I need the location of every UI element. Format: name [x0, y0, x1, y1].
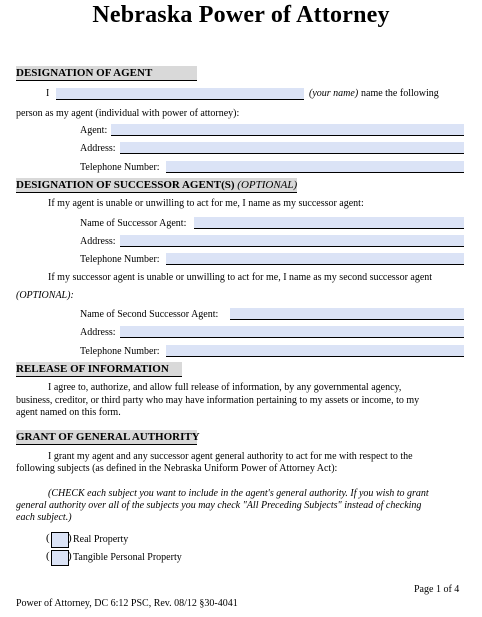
principal-name-field[interactable]: [56, 88, 304, 100]
successor-address-label: Address:: [80, 236, 116, 247]
release-line-3: agent named on this form.: [16, 407, 121, 418]
form-identifier: Power of Attorney, DC 6:12 PSC, Rev. 08/12 §30-4041: [16, 598, 238, 609]
agent-address-label: Address:: [80, 143, 116, 154]
name-following-text: name the following: [361, 88, 439, 99]
successor-intro-text: If my agent is unable or unwilling to act for me, I name as my successor agent:: [48, 198, 364, 209]
second-successor-phone-label: Telephone Number:: [80, 346, 160, 357]
successor-name-label: Name of Successor Agent:: [80, 218, 187, 229]
grant-line-1: I grant my agent and any successor agent general authority to act for me with respect to the: [48, 451, 413, 462]
successor-address-field[interactable]: [120, 235, 464, 247]
optional-label: (OPTIONAL):: [16, 290, 74, 301]
close-paren-real-property: ): [68, 532, 72, 544]
agent-address-field[interactable]: [120, 142, 464, 154]
checkbox-tangible-personal-property[interactable]: [51, 550, 69, 566]
successor-header-text: DESIGNATION OF SUCCESSOR AGENT(S): [16, 179, 235, 191]
grant-instruction-line-2: general authority over all of the subjects you may check "All Preceding Subjects" instead of checking: [16, 500, 422, 511]
second-successor-phone-field[interactable]: [166, 345, 464, 357]
second-successor-address-field[interactable]: [120, 326, 464, 338]
successor-name-field[interactable]: [194, 217, 464, 229]
agent-phone-label: Telephone Number:: [80, 162, 160, 173]
your-name-label: (your name): [309, 88, 359, 99]
release-line-2: business, creditor, or third party who may have information pertaining to my assets or income, to my: [16, 395, 420, 406]
option-real-property-label: Real Property: [73, 534, 129, 545]
page-number: Page 1 of 4: [414, 584, 460, 595]
successor-phone-label: Telephone Number:: [80, 254, 160, 265]
successor-header-optional: (OPTIONAL): [237, 179, 298, 191]
grant-instruction-line-3: each subject.): [16, 512, 72, 523]
section-header-successor-agents: [16, 178, 297, 193]
second-successor-name-label: Name of Second Successor Agent:: [80, 309, 219, 320]
open-paren-tangible-personal-property: (: [46, 550, 50, 562]
section-header-release-of-information: RELEASE OF INFORMATION: [16, 362, 182, 377]
second-successor-address-label: Address:: [80, 327, 116, 338]
document-title: Nebraska Power of Attorney: [92, 2, 390, 28]
agent-name-field[interactable]: [111, 124, 464, 136]
section-header-grant-of-general-authority: GRANT OF GENERAL AUTHORITY: [16, 431, 200, 443]
grant-line-2: following subjects (as defined in the Nebraska Uniform Power of Attorney Act):: [16, 463, 338, 474]
grant-instruction-line-1: (CHECK each subject you want to include in the agent's general authority. If you wish to grant: [48, 488, 429, 499]
checkbox-real-property[interactable]: [51, 532, 69, 548]
i-label: I: [46, 88, 50, 99]
release-line-1: I agree to, authorize, and allow full release of information, by any governmental agency,: [48, 382, 402, 393]
second-successor-intro-text: If my successor agent is unable or unwilling to act for me, I name as my second successor agent: [48, 272, 433, 283]
option-tangible-personal-property-label: Tangible Personal Property: [73, 552, 182, 563]
person-as-agent-text: person as my agent (individual with power of attorney):: [16, 108, 240, 119]
successor-phone-field[interactable]: [166, 253, 464, 265]
open-paren-real-property: (: [46, 532, 50, 544]
second-successor-name-field[interactable]: [230, 308, 464, 320]
close-paren-tangible-personal-property: ): [68, 550, 72, 562]
agent-label: Agent:: [80, 125, 108, 136]
section-header-designation-of-agent: DESIGNATION OF AGENT: [16, 66, 197, 81]
agent-phone-field[interactable]: [166, 161, 464, 173]
